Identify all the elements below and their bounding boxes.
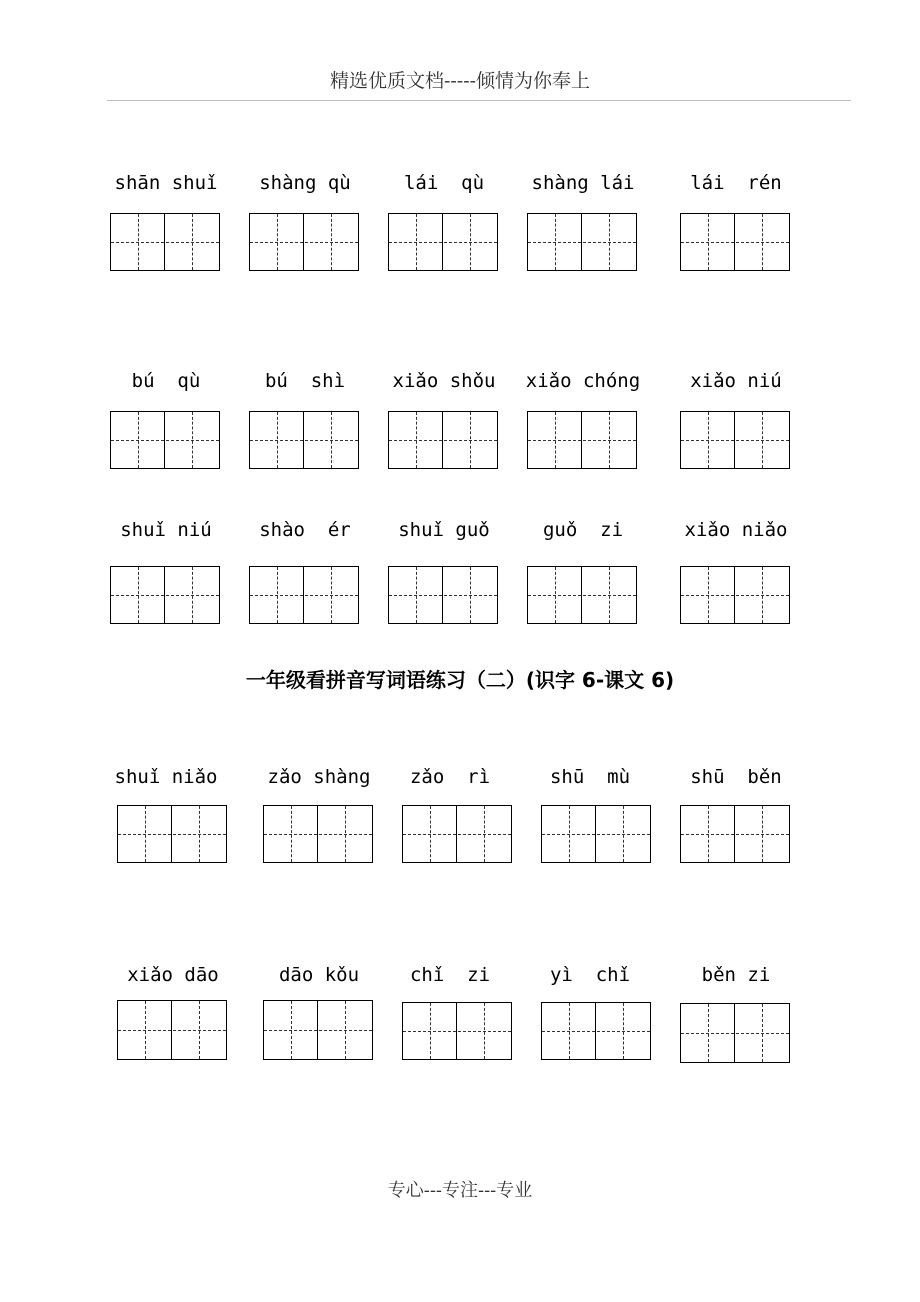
section-title: 一年级看拼音写词语练习（二）(识字 6-课文 6) [245, 668, 675, 692]
writing-grid [680, 1003, 790, 1063]
writing-grid [680, 213, 790, 271]
pinyin-label: bú shì [264, 370, 346, 392]
pinyin-label: shū mù [549, 766, 631, 788]
writing-grid [402, 1002, 512, 1060]
pinyin-label: shuǐ niǎo [114, 766, 218, 788]
pinyin-label: shào ér [259, 519, 351, 541]
writing-grid [110, 566, 220, 624]
pinyin-label: dāo kǒu [278, 964, 360, 986]
pinyin-label: xiǎo dāo [127, 964, 219, 986]
pinyin-label: xiǎo niǎo [684, 519, 788, 541]
pinyin-label: zǎo shàng [267, 766, 371, 788]
writing-grid [680, 411, 790, 469]
writing-grid [263, 1000, 373, 1060]
writing-grid [388, 213, 498, 271]
writing-grid [117, 805, 227, 863]
pinyin-label: shuǐ guǒ [398, 519, 490, 541]
pinyin-label: chǐ zi [409, 964, 491, 986]
header-divider [107, 100, 851, 101]
writing-grid [541, 805, 651, 863]
writing-grid [527, 213, 637, 271]
pinyin-label: yì chǐ [549, 964, 631, 986]
pinyin-label: lái rén [690, 172, 782, 194]
pinyin-label: xiǎo chóng [525, 370, 641, 392]
writing-grid [680, 566, 790, 624]
pinyin-label: bú qù [131, 370, 201, 392]
writing-grid [541, 1002, 651, 1060]
pinyin-label: shān shuǐ [114, 172, 218, 194]
pinyin-label: shàng qù [259, 172, 351, 194]
writing-grid [117, 1000, 227, 1060]
pinyin-label: shuǐ niú [120, 519, 212, 541]
writing-grid [388, 411, 498, 469]
writing-grid [110, 411, 220, 469]
writing-grid [249, 566, 359, 624]
writing-grid [402, 805, 512, 863]
pinyin-label: xiǎo niú [690, 370, 782, 392]
pinyin-label: guǒ zi [542, 519, 624, 541]
page-header-title: 精选优质文档-----倾情为你奉上 [329, 70, 591, 92]
pinyin-label: xiǎo shǒu [392, 370, 496, 392]
writing-grid [388, 566, 498, 624]
writing-grid [249, 411, 359, 469]
pinyin-label: shàng lái [531, 172, 635, 194]
pinyin-label: lái qù [403, 172, 485, 194]
writing-grid [249, 213, 359, 271]
pinyin-label: běn zi [701, 964, 771, 986]
writing-grid [527, 411, 637, 469]
pinyin-label: shū běn [690, 766, 782, 788]
page-footer-text: 专心---专注---专业 [387, 1180, 533, 1201]
writing-grid [680, 805, 790, 863]
writing-grid [527, 566, 637, 624]
writing-grid [110, 213, 220, 271]
writing-grid [263, 805, 373, 863]
pinyin-label: zǎo rì [409, 766, 491, 788]
